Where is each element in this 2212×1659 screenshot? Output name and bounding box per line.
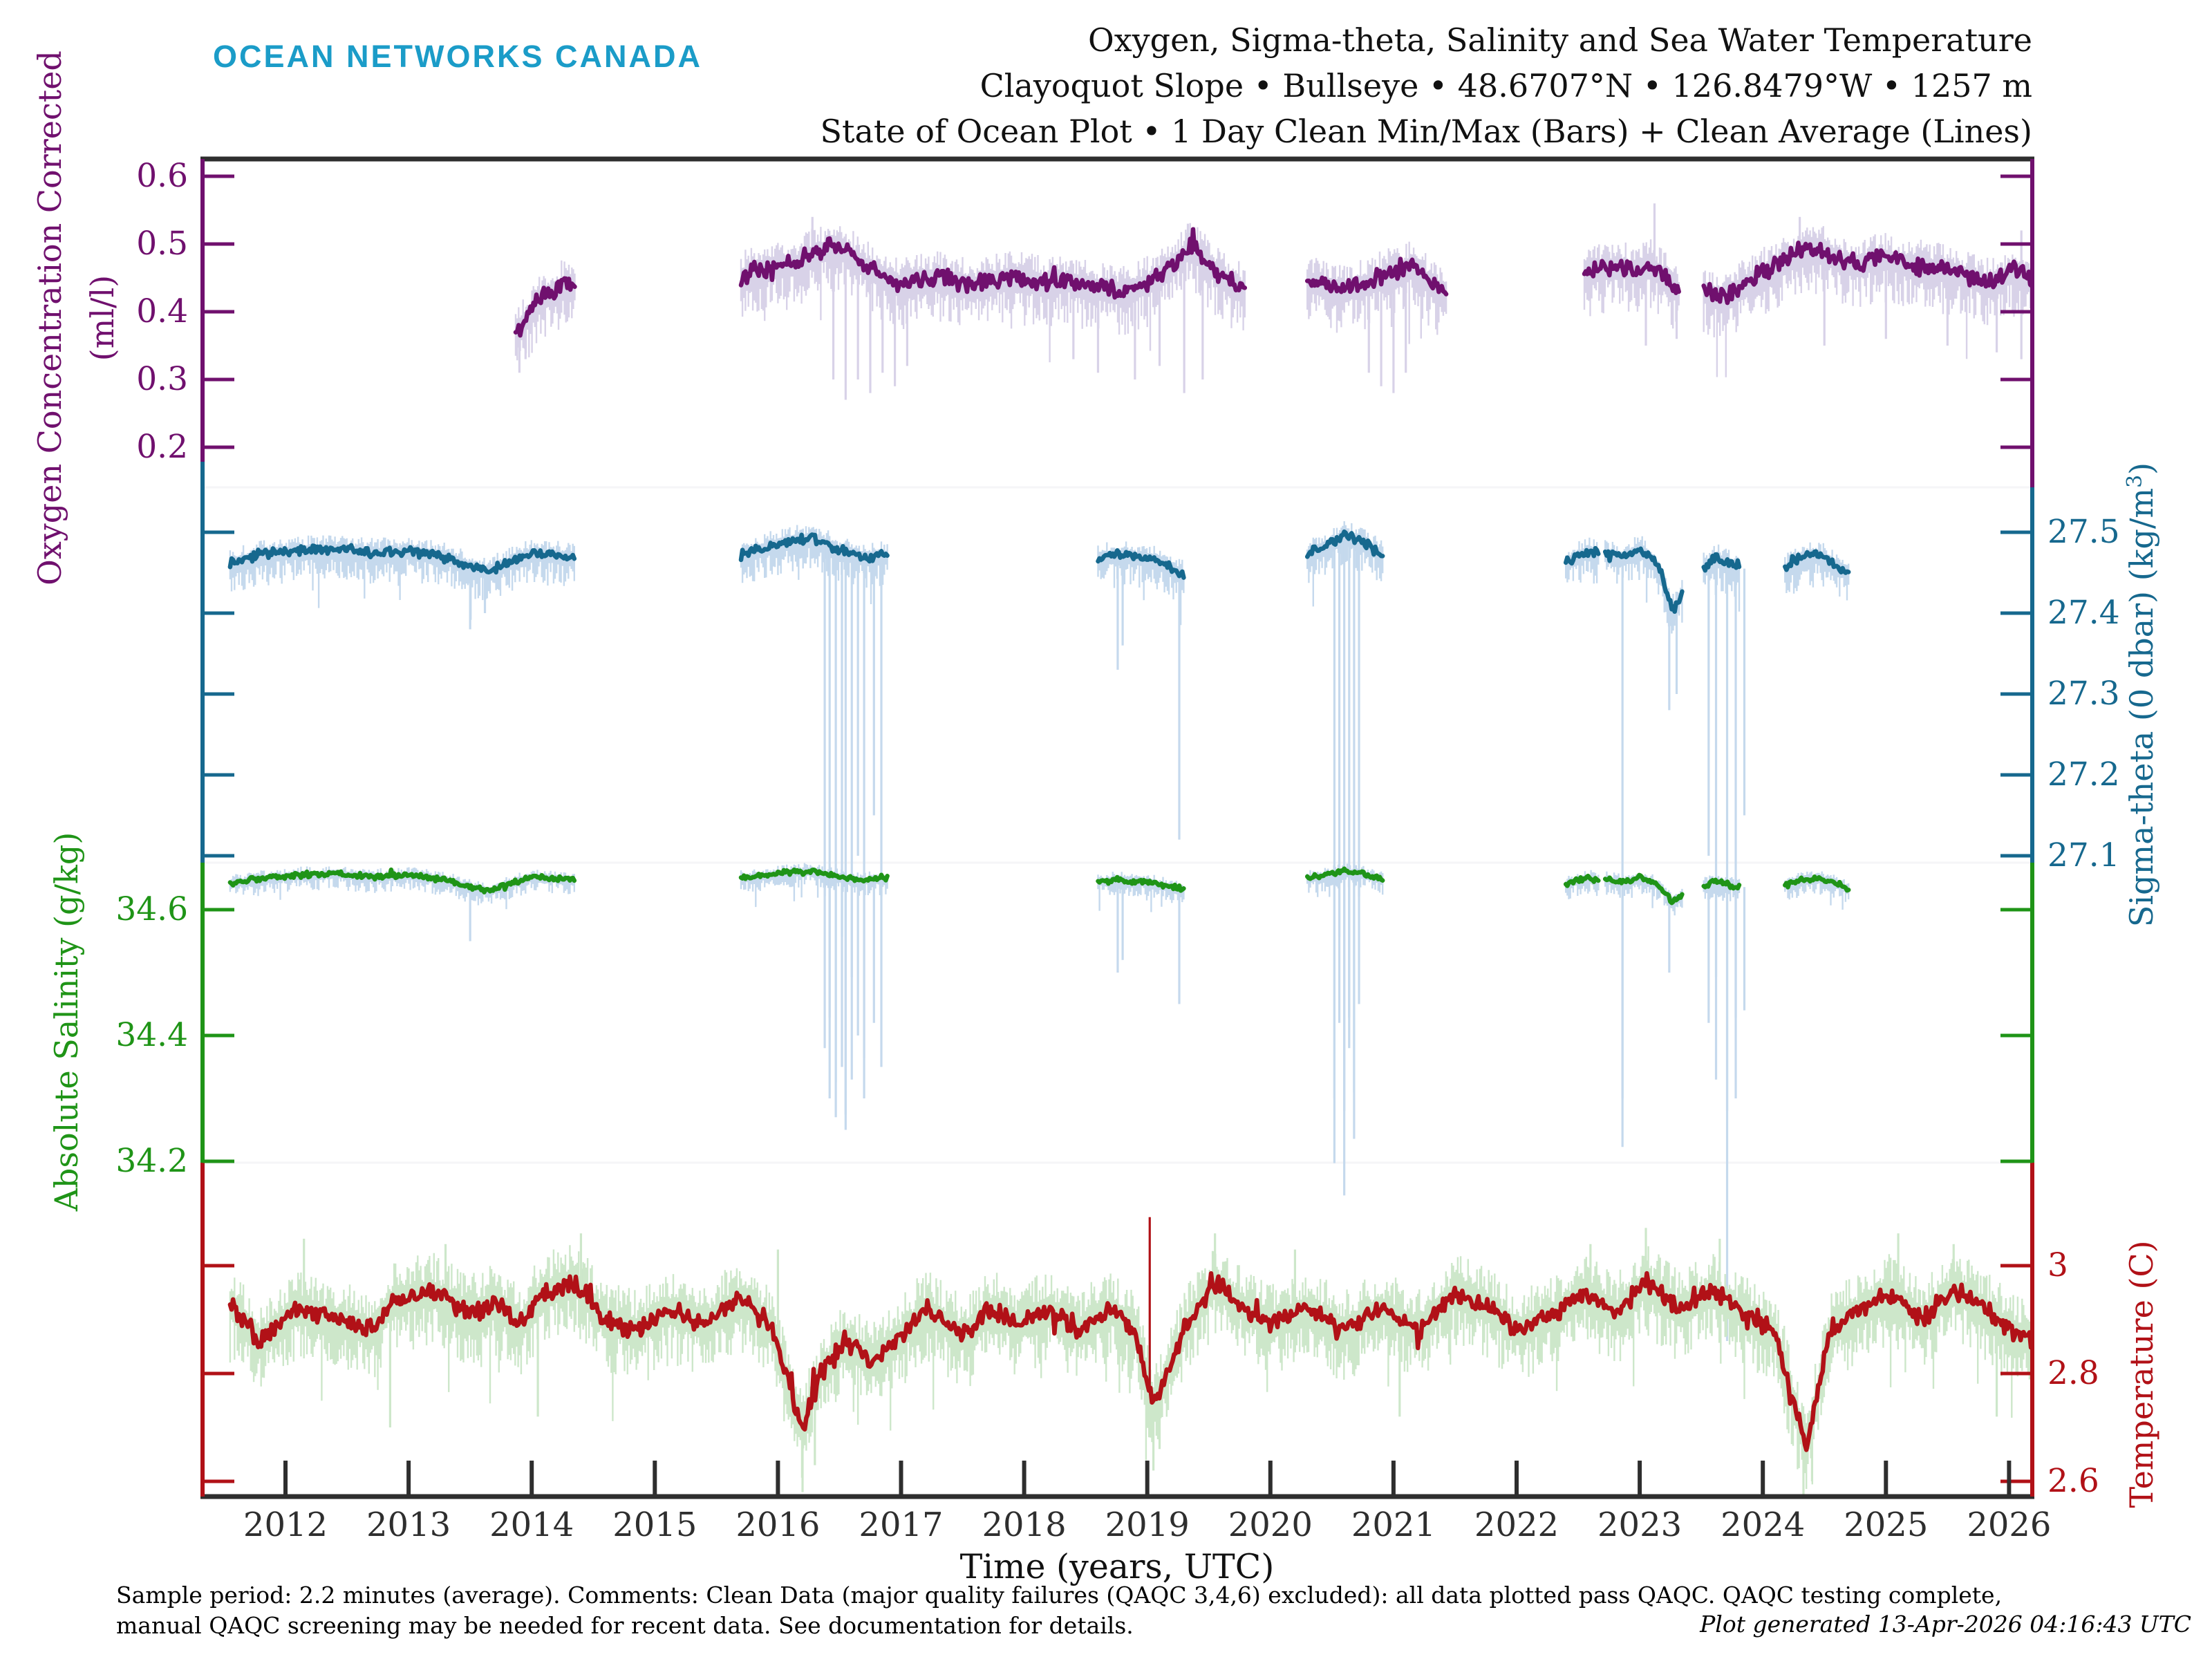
sigma-theta-tick-label: 27.2 [2047, 756, 2120, 794]
year-label: 2014 [489, 1506, 574, 1544]
year-label: 2021 [1351, 1506, 1436, 1544]
year-label: 2020 [1228, 1506, 1313, 1544]
oxygen-tick-label: 0.3 [136, 360, 188, 398]
year-label: 2022 [1474, 1506, 1559, 1544]
oxygen-axis-label: Oxygen Concentration Corrected [31, 50, 68, 585]
year-label: 2025 [1844, 1506, 1929, 1544]
oxygen-tick-label: 0.6 [136, 157, 188, 195]
oxygen-minmax-band [1584, 239, 1679, 328]
temperature-tick-label: 2.6 [2047, 1462, 2099, 1500]
temperature-minmax-band [230, 1245, 2032, 1489]
sigma-theta-tick-label: 27.5 [2047, 513, 2120, 551]
oxygen-tick-label: 0.4 [136, 292, 188, 330]
sigma-theta-tick-label: 27.3 [2047, 675, 2120, 713]
year-label: 2024 [1721, 1506, 1806, 1544]
oxygen-minmax-band [741, 223, 1245, 362]
oxygen-axis-units: (ml/l) [84, 274, 121, 362]
sigma-label-post: ) [2123, 462, 2161, 475]
salinity-axis-label: Absolute Salinity (g/kg) [48, 832, 85, 1212]
salinity-tick-label: 34.2 [115, 1142, 188, 1180]
year-label: 2013 [366, 1506, 451, 1544]
salinity-minmax-band [1098, 872, 1184, 912]
chart-title-line1: Oxygen, Sigma-theta, Salinity and Sea Water Temperature [1087, 21, 2032, 59]
year-label: 2019 [1105, 1506, 1190, 1544]
year-label: 2017 [859, 1506, 944, 1544]
year-label: 2016 [735, 1506, 821, 1544]
sigma_theta-minmax-band [230, 536, 574, 620]
onc-logo: OCEAN NETWORKS CANADA [213, 39, 702, 74]
chart-title-line2: Clayoquot Slope • Bullseye • 48.6707°N • 126.8479°W • 1257 m [980, 67, 2032, 104]
salinity-minmax-band [1566, 870, 1598, 899]
sigma-theta-tick-label: 27.4 [2047, 594, 2120, 632]
oxygen-minmax-band [1704, 226, 2032, 377]
year-label: 2012 [243, 1506, 328, 1544]
plot-generated-timestamp: Plot generated 13-Apr-2026 04:16:43 UTC [1700, 1611, 2191, 1638]
sigma-theta-tick-label: 27.1 [2047, 836, 2120, 874]
salinity-tick-label: 34.6 [115, 890, 188, 928]
sigma-label-sup: 3 [2122, 474, 2147, 488]
oxygen-tick-label: 0.2 [136, 428, 188, 466]
year-label: 2026 [1967, 1506, 2052, 1544]
oxygen-tick-label: 0.5 [136, 225, 188, 263]
x-axis-title: Time (years, UTC) [959, 1547, 1275, 1586]
sigma-label-pre: Sigma-theta (0 dbar) (kg/m [2123, 487, 2161, 928]
temperature-tick-label: 3 [2047, 1246, 2068, 1284]
temperature-axis-label: Temperature (C) [2123, 1240, 2160, 1508]
year-label: 2018 [982, 1506, 1067, 1544]
year-label: 2015 [612, 1506, 697, 1544]
salinity-tick-label: 34.4 [115, 1016, 188, 1054]
footnote-line1: Sample period: 2.2 minutes (average). Comments: Clean Data (major quality failures (QAQC 3,4,6) excluded): all data plotted pass QAQC. QAQC testing complete, [116, 1582, 2003, 1609]
oxygen-minmax-band [1307, 242, 1446, 344]
chart-title-line3: State of Ocean Plot • 1 Day Clean Min/Max (Bars) + Clean Average (Lines) [820, 113, 2032, 150]
year-label: 2023 [1597, 1506, 1683, 1544]
footnote-line2: manual QAQC screening may be needed for recent data. See documentation for details. [116, 1612, 1134, 1639]
temperature-tick-label: 2.8 [2047, 1354, 2099, 1392]
